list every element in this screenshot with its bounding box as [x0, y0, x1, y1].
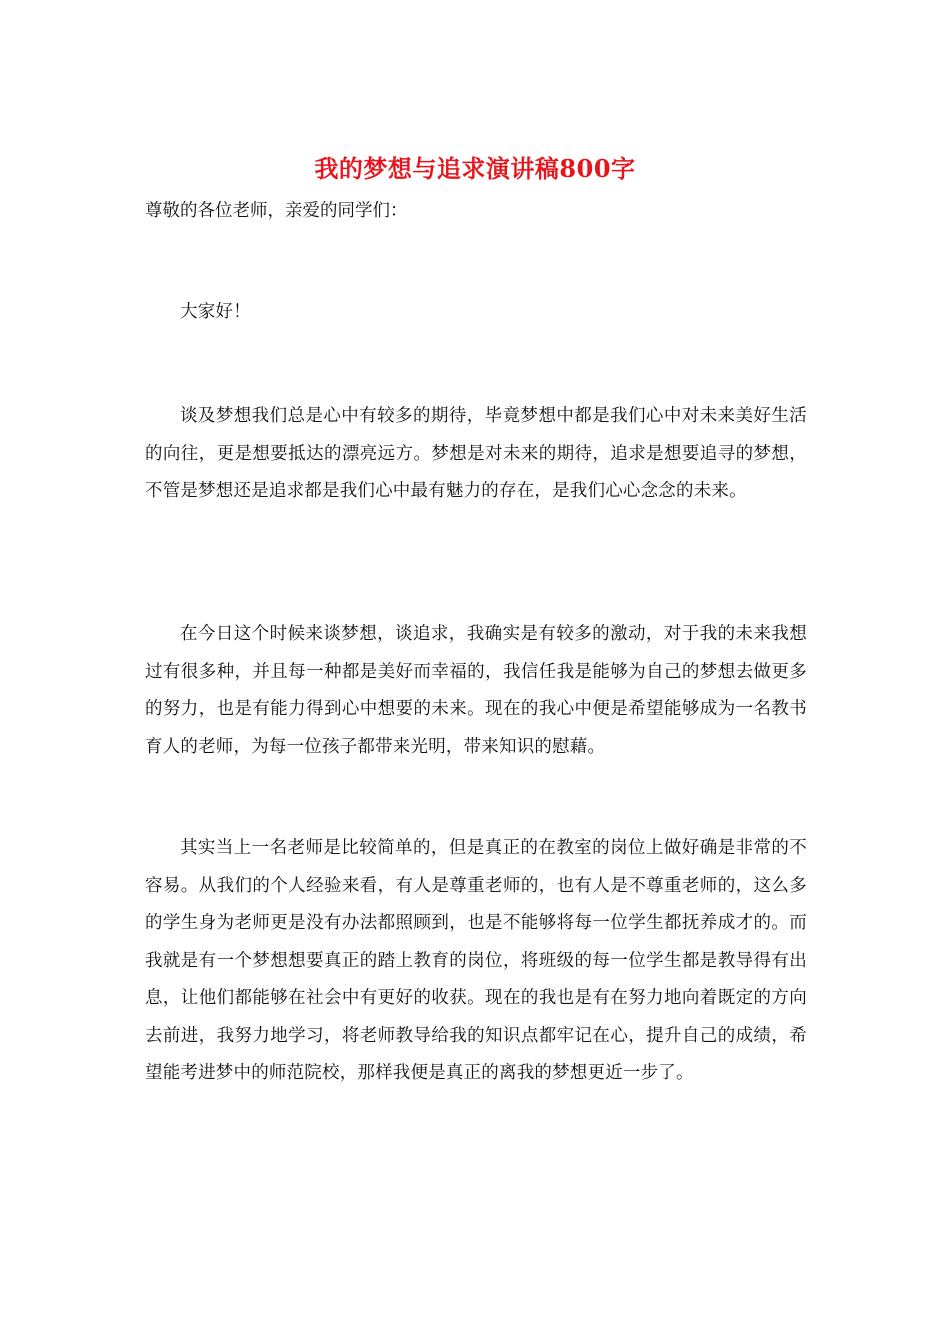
document-title: 我的梦想与追求演讲稿800字 [314, 154, 636, 183]
paragraph-3: 其实当上一名老师是比较简单的，但是真正的在教室的岗位上做好确是非常的不容易。从我们的个人经验来看，有人是尊重老师的，也有人是不尊重老师的，这么多的学生身为老师更是没有办法都照顾到，也是不能够将每一位学生都抚养成才的。而我就是有一个梦想想要真正的踏上教育的岗位，将班级的每一位学生都是教导得有出息，让他们都能够在社会中有更好的收获。现在的我也是有在努力地向着既定的方向去前进，我努力地学习，将老师教导给我的知识点都牢记在心，提升自己的成绩，希望能考进梦中的师范院校，那样我便是真正的离我的梦想更近一步了。 [145, 838, 807, 1083]
paragraph-1: 谈及梦想我们总是心中有较多的期待，毕竟梦想中都是我们心中对未来美好生活的向往，更是想要抵达的漂亮远方。梦想是对未来的期待，追求是想要追寻的梦想，不管是梦想还是追求都是我们心中最有魅力的存在，是我们心心念念的未来。 [145, 406, 807, 501]
greeting: 大家好！ [180, 302, 251, 322]
salutation: 尊敬的各位老师，亲爱的同学们： [145, 201, 408, 221]
paragraph-2: 在今日这个时候来谈梦想，谈追求，我确实是有较多的激动，对于我的未来我想过有很多种，并且每一种都是美好而幸福的，我信任我是能够为自己的梦想去做更多的努力，也是有能力得到心中想要的未来。现在的我心中便是希望能够成为一名教书育人的老师，为每一位孩子都带来光明，带来知识的慰藉。 [145, 624, 807, 757]
